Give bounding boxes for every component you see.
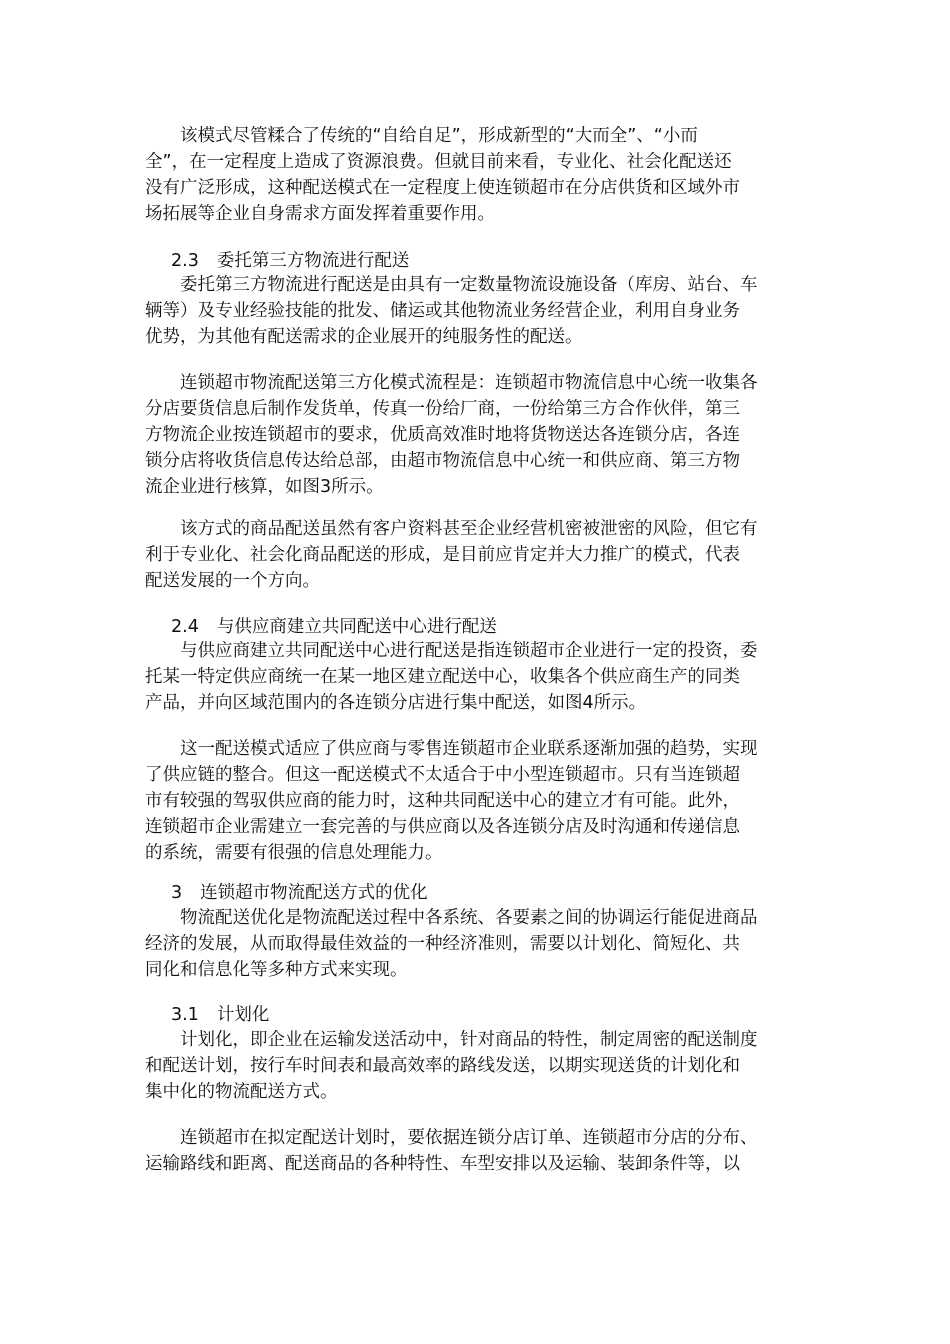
paragraph-joint-center-definition (145, 638, 805, 716)
paragraph-line: 委托第三方物流进行配送是由具有一定数量物流设施设备（库房、站台、车 (145, 275, 758, 295)
section-number: 2.3 (171, 251, 199, 271)
paragraph-line: 连锁超市在拟定配送计划时，要依据连锁分店订单、连锁超市分店的分布、 (145, 1128, 758, 1148)
paragraph-joint-center-evaluation (145, 736, 805, 866)
paragraph-line: 产品，并向区域范围内的各连锁分店进行集中配送，如图4所示。 (145, 693, 647, 713)
section-title: 计划化 (216, 1005, 270, 1025)
paragraph-line: 场拓展等企业自身需求方面发挥着重要作用。 (145, 204, 495, 224)
section-heading-3 (171, 880, 428, 906)
paragraph-line: 方物流企业按连锁超市的要求，优质高效准时地将货物送达各连锁分店，各连 (145, 425, 740, 445)
paragraph-planning-basis (145, 1125, 805, 1177)
section-heading-2-3 (171, 248, 409, 274)
paragraph-line: 分店要货信息后制作发货单，传真一份给厂商，一份给第三方合作伙伴，第三 (145, 399, 740, 419)
section-title: 连锁超市物流配送方式的优化 (200, 883, 428, 903)
paragraph-line: 这一配送模式适应了供应商与零售连锁超市企业联系逐渐加强的趋势，实现 (145, 739, 758, 759)
paragraph-line: 托某一特定供应商统一在某一地区建立配送中心，收集各个供应商生产的同类 (145, 667, 740, 687)
paragraph-third-party-definition (145, 272, 805, 350)
section-number: 3 (171, 883, 183, 903)
section-number: 2.4 (171, 617, 199, 637)
paragraph-line: 集中化的物流配送方式。 (145, 1082, 338, 1102)
paragraph-optimization-definition (145, 905, 805, 983)
paragraph-line: 物流配送优化是物流配送过程中各系统、各要素之间的协调运行能促进商品 (145, 908, 758, 928)
paragraph-line: 了供应链的整合。但这一配送模式不太适合于中小型连锁超市。只有当连锁超 (145, 765, 740, 785)
paragraph-line: 和配送计划，按行车时间表和最高效率的路线发送，以期实现送货的计划化和 (145, 1056, 740, 1076)
section-number: 3.1 (171, 1005, 199, 1025)
paragraph-line: 经济的发展，从而取得最佳效益的一种经济准则，需要以计划化、简短化、共 (145, 934, 740, 954)
paragraph-line: 利于专业化、社会化商品配送的形成，是目前应肯定并大力推广的模式，代表 (145, 545, 740, 565)
section-heading-3-1 (171, 1002, 269, 1028)
paragraph-line: 辆等）及专业经验技能的批发、储运或其他物流业务经营企业，利用自身业务 (145, 301, 740, 321)
section-heading-2-4 (171, 614, 497, 640)
paragraph-line: 与供应商建立共同配送中心进行配送是指连锁超市企业进行一定的投资，委 (145, 641, 758, 661)
paragraph-line: 流企业进行核算，如图3所示。 (145, 477, 384, 497)
paragraph-line: 运输路线和距离、配送商品的各种特性、车型安排以及运输、装卸条件等，以 (145, 1154, 740, 1174)
paragraph-line: 同化和信息化等多种方式来实现。 (145, 960, 408, 980)
paragraph-planning-definition (145, 1027, 805, 1105)
paragraph-line: 没有广泛形成，这种配送模式在一定程度上使连锁超市在分店供货和区域外市 (145, 178, 740, 198)
paragraph-line: 该模式尽管糅合了传统的“自给自足”，形成新型的“大而全”、“小而 (145, 126, 698, 146)
paragraph-line: 优势，为其他有配送需求的企业展开的纯服务性的配送。 (145, 327, 583, 347)
paragraph-line: 连锁超市企业需建立一套完善的与供应商以及各连锁分店及时沟通和传递信息 (145, 817, 740, 837)
section-title: 与供应商建立共同配送中心进行配送 (216, 617, 497, 637)
paragraph-line: 锁分店将收货信息传达给总部，由超市物流信息中心统一和供应商、第三方物 (145, 451, 740, 471)
paragraph-third-party-risk (145, 516, 805, 594)
paragraph-line: 计划化，即企业在运输发送活动中，针对商品的特性，制定周密的配送制度 (145, 1030, 758, 1050)
section-title: 委托第三方物流进行配送 (216, 251, 410, 271)
paragraph-line: 市有较强的驾驭供应商的能力时，这种共同配送中心的建立才有可能。此外， (145, 791, 740, 811)
paragraph-self-supply-mode (145, 123, 805, 227)
paragraph-third-party-process (145, 370, 805, 500)
paragraph-line: 的系统，需要有很强的信息处理能力。 (145, 843, 443, 863)
paragraph-line: 连锁超市物流配送第三方化模式流程是：连锁超市物流信息中心统一收集各 (145, 373, 758, 393)
paragraph-line: 全”，在一定程度上造成了资源浪费。但就目前来看，专业化、社会化配送还 (145, 152, 732, 172)
paragraph-line: 该方式的商品配送虽然有客户资料甚至企业经营机密被泄密的风险，但它有 (145, 519, 758, 539)
paragraph-line: 配送发展的一个方向。 (145, 571, 320, 591)
